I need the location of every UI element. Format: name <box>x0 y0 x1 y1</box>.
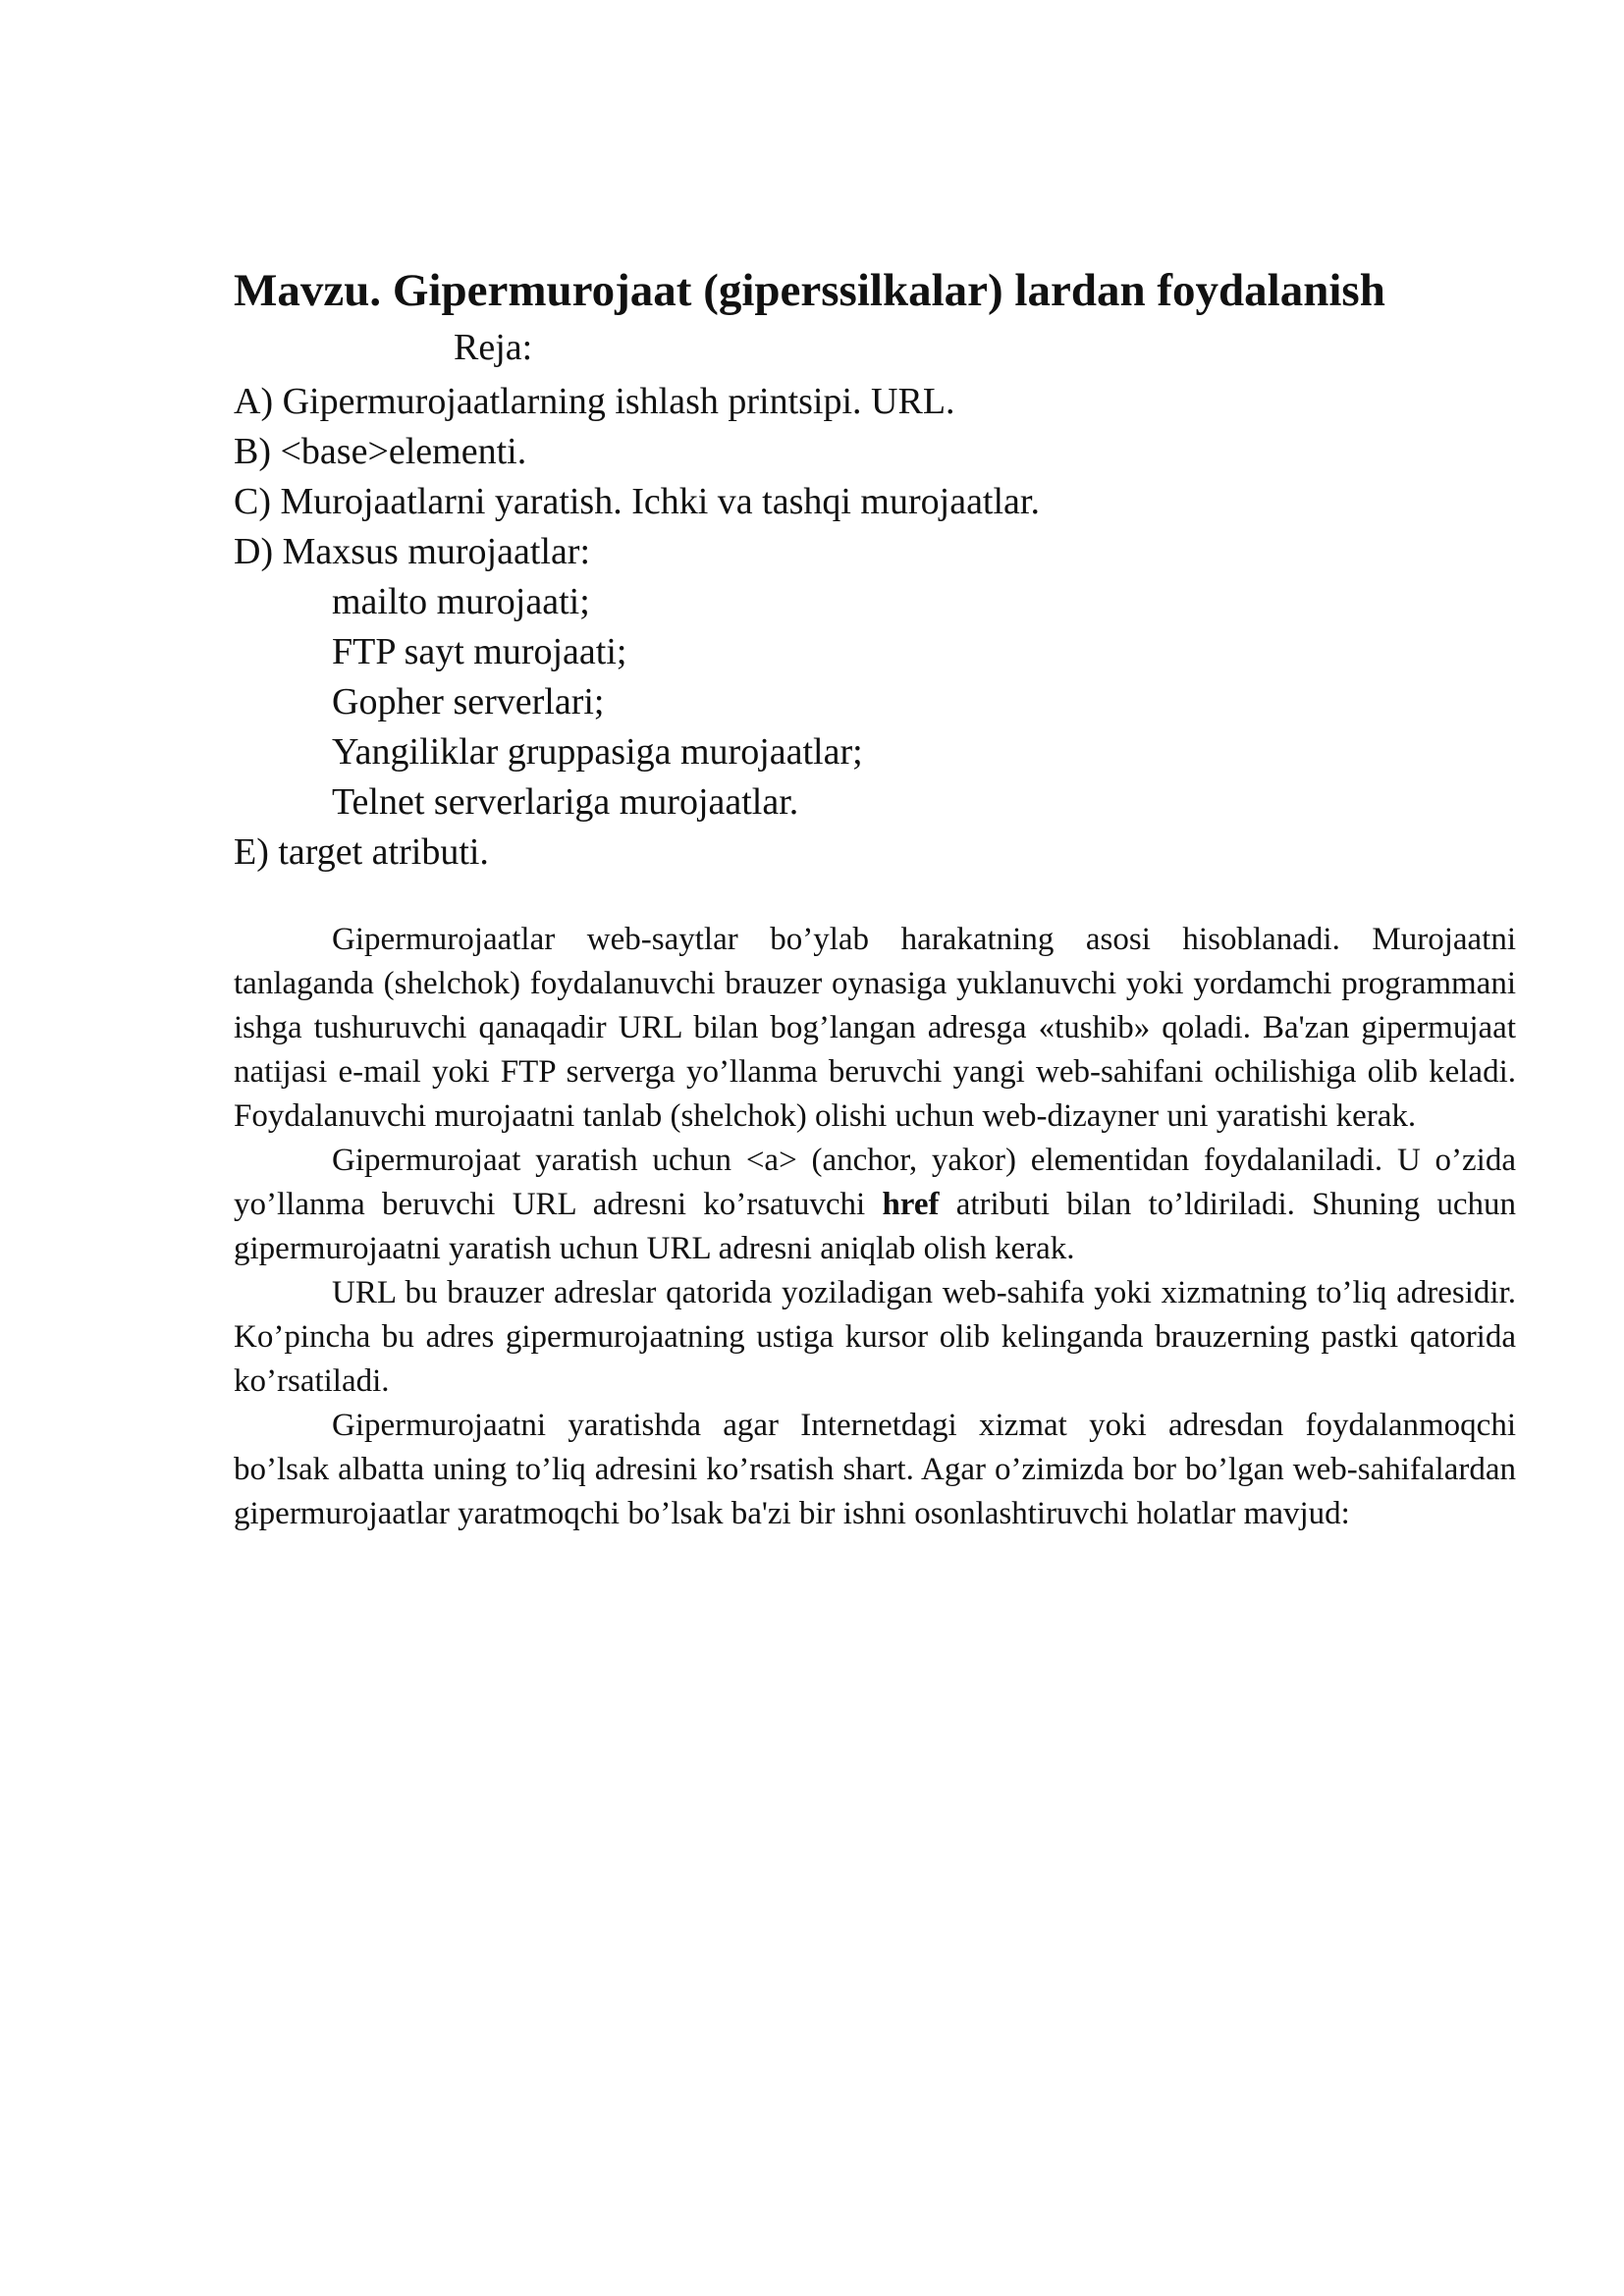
paragraph-3: URL bu brauzer adreslar qatorida yoziladigan web-sahifa yoki xizmatning to’liq adresidir. Ko’pincha bu adres gipermurojaatning ustiga kursor olib kelinganda brauzerning pastki qatorida ko’rsatiladi. <box>234 1275 1516 1399</box>
plan-subitem-mailto: mailto murojaati; <box>332 581 590 622</box>
plan-subitem-ftp: FTP sayt murojaati; <box>332 631 627 672</box>
plan-subitem-gopher: Gopher serverlari; <box>332 681 605 722</box>
plan-item-a: A) Gipermurojaatlarning ishlash printsipi. URL. <box>234 381 955 422</box>
paragraph-2-bold-term: href <box>882 1187 940 1222</box>
plan-outline <box>234 377 1510 878</box>
paragraph-2-start: Gipermurojaat yaratish uchun <a> (anchor, yakor) elementidan foydalaniladi. U o’zida yo’llanma beruvchi URL adresni ko’rsatuvchi <box>234 1143 1516 1222</box>
paragraph-2 <box>234 1139 1516 1271</box>
plan-item-b: B) <base>elementi. <box>234 431 527 472</box>
paragraph-2-end: atributi bilan to’ldiriladi. Shuning uchun gipermurojaatni yaratish uchun URL adresni aniqlab olish kerak. <box>234 1187 1516 1266</box>
plan-item-c: C) Murojaatlarni yaratish. Ichki va tashqi murojaatlar. <box>234 481 1040 522</box>
plan-item-e: E) target atributi. <box>234 831 489 873</box>
body-text <box>234 918 1516 1536</box>
paragraph-4: Gipermurojaatni yaratishda agar Internetdagi xizmat yoki adresdan foydalanmoqchi bo’lsak albatta uning to’liq adresini ko’rsatish shart. Agar o’zimizda bor bo’lgan web-sahifalardan gipermurojaatlar yaratmoqchi bo’lsak ba'zi bir ishni osonlashtiruvchi holatlar mavjud: <box>234 1408 1516 1531</box>
plan-heading: Reja: <box>454 327 533 368</box>
document-title: Mavzu. Gipermurojaat (giperssilkalar) lardan foydalanish <box>234 265 1385 316</box>
paragraph-1: Gipermurojaatlar web-saytlar bo’ylab harakatning asosi hisoblanadi. Murojaatni tanlaganda (shelchok) foydalanuvchi brauzer oynasiga yuklanuvchi yoki yordamchi programmani ishga tushuruvchi qanaqadir URL bilan bog’langan adresga «tushib» qoladi. Ba'zan gipermujaat natijasi e-mail yoki FTP serverga yo’llanma beruvchi yangi web-sahifani ochilishiga olib keladi. Foydalanuvchi murojaatni tanlab (shelchok) olishi uchun web-dizayner uni yaratishi kerak. <box>234 922 1516 1134</box>
plan-item-d: D) Maxsus murojaatlar: <box>234 531 591 572</box>
plan-subitem-telnet: Telnet serverlariga murojaatlar. <box>332 781 799 823</box>
plan-subitem-news: Yangiliklar gruppasiga murojaatlar; <box>332 731 863 773</box>
